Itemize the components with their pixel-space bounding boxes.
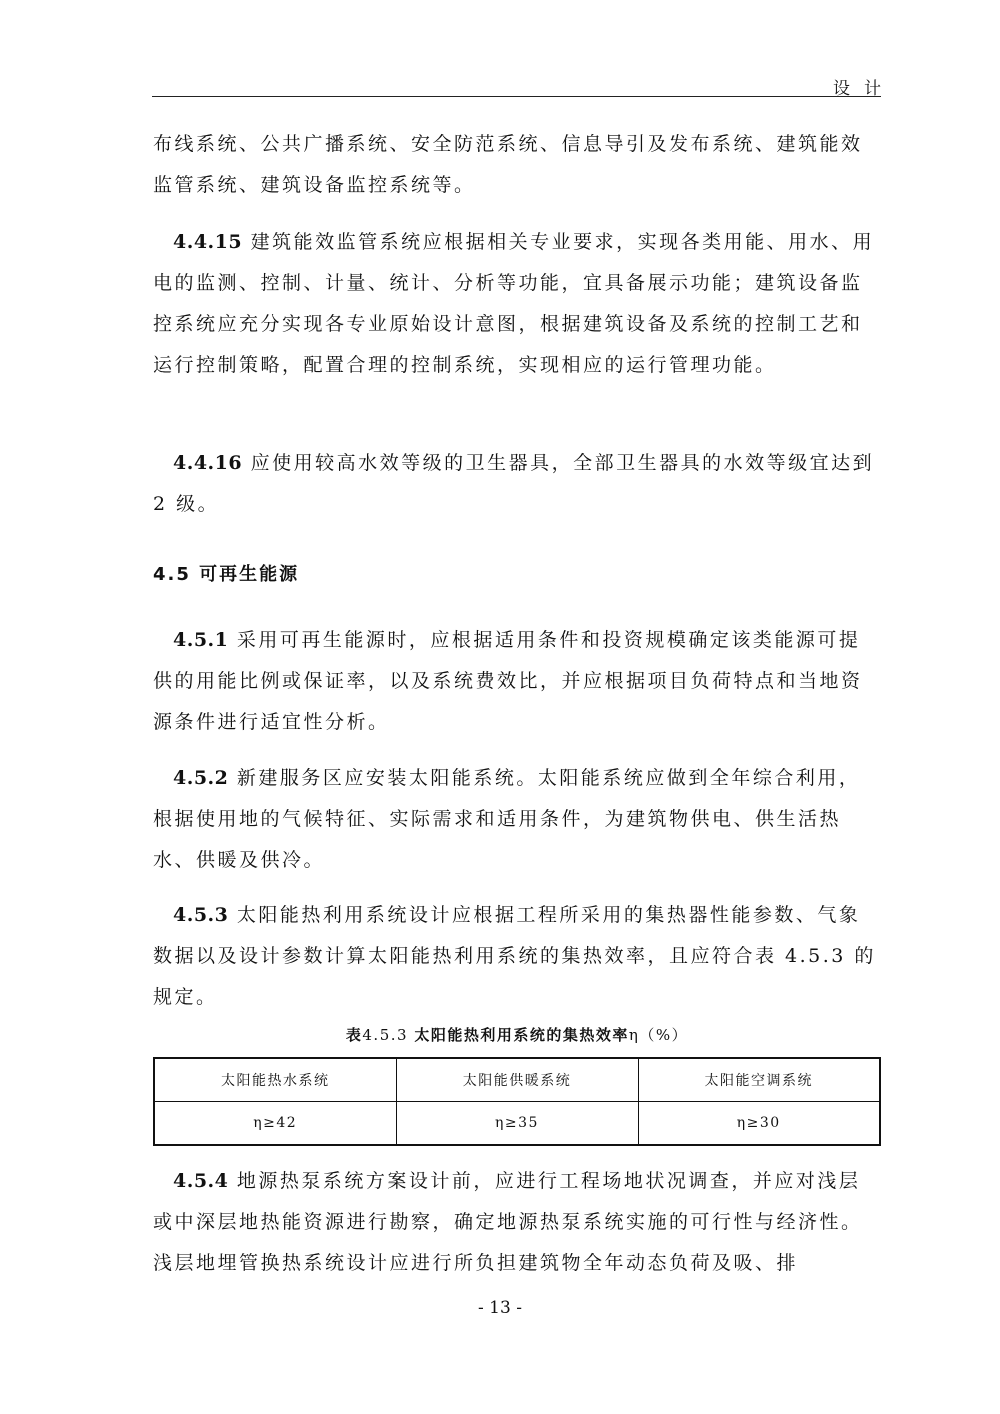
caption-suffix: η（%） xyxy=(628,1026,689,1044)
table-header-cell: 太阳能供暖系统 xyxy=(396,1058,638,1102)
clause-4-4-15 xyxy=(153,222,881,386)
running-header xyxy=(152,74,895,99)
page-number: - 13 - xyxy=(478,1298,522,1318)
table-cell: η≥30 xyxy=(638,1102,880,1146)
header-title: 设计 xyxy=(833,79,895,99)
table-header-cell: 太阳能空调系统 xyxy=(638,1058,880,1102)
clause-text: 建筑能效监管系统应根据相关专业要求，实现各类用能、用水、用电的监测、控制、计量、统计、分析等功能，宜具备展示功能；建筑设备监控系统应充分实现各专业原始设计意图，根据建筑设备及系统的控制工艺和运行控制策略，配置合理的控制系统，实现相应的运行管理功能。 xyxy=(153,231,875,376)
table-header-row xyxy=(154,1058,880,1102)
paragraph-continued: 布线系统、公共广播系统、安全防范系统、信息导引及发布系统、建筑能效监管系统、建筑设备监控系统等。 xyxy=(153,133,863,196)
clause-number: 4.5.2 xyxy=(173,767,229,789)
clause-text: 太阳能热利用系统设计应根据工程所采用的集热器性能参数、气象数据以及设计参数计算太阳能热利用系统的集热效率，且应符合表 4.5.3 的规定。 xyxy=(153,904,876,1008)
clause-number: 4.5.1 xyxy=(173,629,229,651)
table-header-cell: 太阳能热水系统 xyxy=(154,1058,396,1102)
section-heading: 4.5 可再生能源 xyxy=(153,564,300,585)
clause-number: 4.5.3 xyxy=(173,904,229,926)
clause-text: 新建服务区应安装太阳能系统。太阳能系统应做到全年综合利用，根据使用地的气候特征、实际需求和适用条件，为建筑物供电、供生活热水、供暖及供冷。 xyxy=(153,767,861,871)
clause-text: 采用可再生能源时，应根据适用条件和投资规模确定该类能源可提供的用能比例或保证率，以及系统费效比，并应根据项目负荷特点和当地资源条件进行适宜性分析。 xyxy=(153,629,863,733)
clause-4-5-4 xyxy=(153,1161,881,1284)
efficiency-table xyxy=(153,1057,881,1146)
caption-title: 太阳能热利用系统的集热效率 xyxy=(414,1026,629,1044)
clause-number: 4.4.15 xyxy=(173,231,243,253)
table-caption xyxy=(153,1024,881,1045)
table-cell: η≥35 xyxy=(396,1102,638,1146)
clause-4-5-3 xyxy=(153,895,881,1018)
clause-number: 4.4.16 xyxy=(173,452,243,474)
clause-text: 应使用较高水效等级的卫生器具，全部卫生器具的水效等级宜达到 2 级。 xyxy=(153,452,875,515)
clause-4-4-16 xyxy=(153,443,881,525)
clause-4-5-1 xyxy=(153,620,881,743)
table-cell: η≥42 xyxy=(154,1102,396,1146)
caption-number: 4.5.3 xyxy=(362,1026,409,1044)
clause-text: 地源热泵系统方案设计前，应进行工程场地状况调查，并应对浅层或中深层地热能资源进行勘察，确定地源热泵系统实施的可行性与经济性。浅层地埋管换热系统设计应进行所负担建筑物全年动态负荷及吸、排 xyxy=(153,1170,863,1274)
table-row xyxy=(154,1102,880,1146)
clause-number: 4.5.4 xyxy=(173,1170,229,1192)
caption-prefix: 表 xyxy=(345,1026,363,1044)
clause-4-5-2 xyxy=(153,758,881,881)
